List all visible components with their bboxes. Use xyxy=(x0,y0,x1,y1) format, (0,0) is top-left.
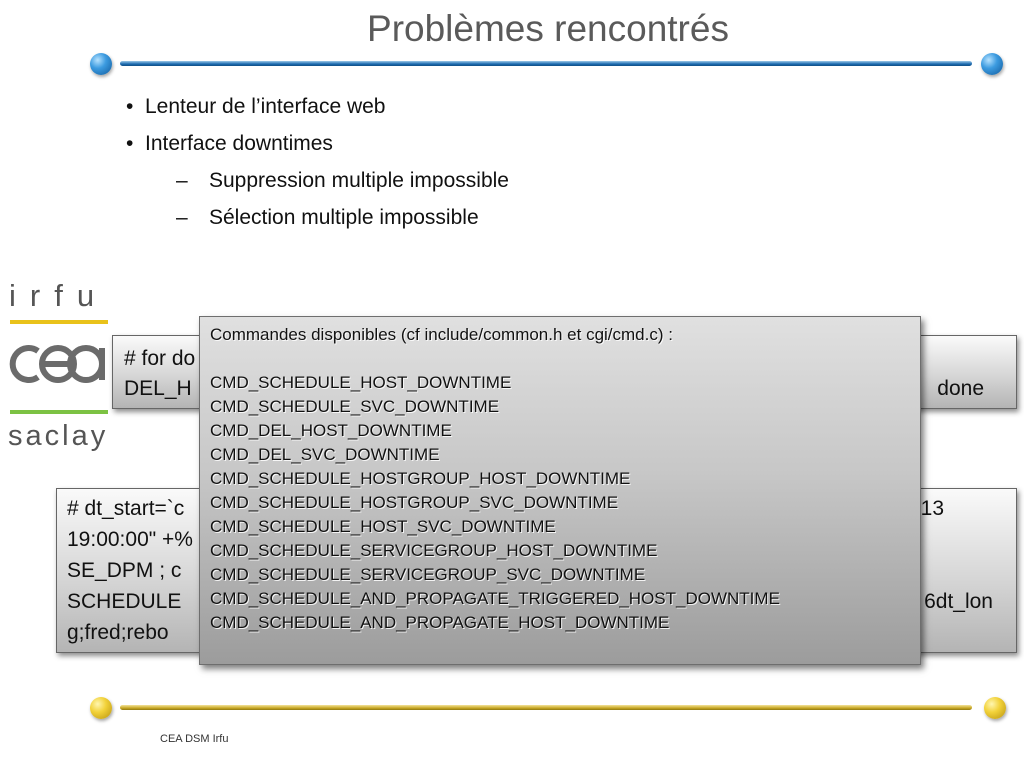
code-line-end: 6dt_lon xyxy=(924,590,993,613)
bottom-right-yellow-dot-icon xyxy=(984,697,1006,719)
code-line-end: done xyxy=(937,377,984,400)
bottom-left-yellow-dot-icon xyxy=(90,697,112,719)
command-item: CMD_SCHEDULE_AND_PROPAGATE_TRIGGERED_HOST_DOWNTIME xyxy=(210,589,780,608)
command-item: CMD_SCHEDULE_SERVICEGROUP_HOST_DOWNTIME xyxy=(210,541,658,560)
code-line: SE_DPM ; c xyxy=(67,559,182,582)
bullet-list xyxy=(124,88,509,236)
top-divider xyxy=(120,61,972,66)
code-line-end: 13 xyxy=(920,497,944,520)
logo-saclay-text: saclay xyxy=(8,420,109,452)
command-item: CMD_SCHEDULE_HOST_DOWNTIME xyxy=(210,373,512,392)
command-item: CMD_SCHEDULE_HOSTGROUP_HOST_DOWNTIME xyxy=(210,469,631,488)
code-line: 19:00:00" +% xyxy=(67,528,193,551)
sub-bullet-item: – Suppression multiple impossible xyxy=(124,162,509,199)
available-commands-popup xyxy=(199,316,921,665)
code-line: # dt_start=`c xyxy=(67,497,185,520)
irfu-cea-saclay-logo xyxy=(6,278,110,458)
command-item: CMD_SCHEDULE_SERVICEGROUP_SVC_DOWNTIME xyxy=(210,565,646,584)
bottom-divider xyxy=(120,705,972,710)
code-line: SCHEDULE xyxy=(67,590,182,613)
logo-irfu-text: irfu xyxy=(9,278,109,313)
sub-bullet-item: – Sélection multiple impossible xyxy=(124,199,509,236)
command-item: CMD_SCHEDULE_HOST_SVC_DOWNTIME xyxy=(210,517,556,536)
cea-logo-icon xyxy=(8,338,108,390)
popup-header: Commandes disponibles (cf include/common.h et cgi/cmd.c) : xyxy=(210,325,673,344)
logo-yellow-bar xyxy=(10,320,108,324)
bullet-item: • Lenteur de l’interface web xyxy=(124,88,509,125)
logo-green-bar xyxy=(10,410,108,414)
code-line: g;fred;rebo xyxy=(67,621,169,644)
command-item: CMD_DEL_SVC_DOWNTIME xyxy=(210,445,440,464)
code-line: DEL_H xyxy=(124,377,192,400)
footer-text: CEA DSM Irfu xyxy=(160,733,229,745)
popup-spacer xyxy=(210,347,920,371)
slide-title: Problèmes rencontrés xyxy=(367,8,729,49)
command-item: CMD_DEL_HOST_DOWNTIME xyxy=(210,421,452,440)
command-item: CMD_SCHEDULE_HOSTGROUP_SVC_DOWNTIME xyxy=(210,493,619,512)
bullet-item: • Interface downtimes xyxy=(124,125,509,162)
code-line: # for do xyxy=(124,347,196,370)
command-item: CMD_SCHEDULE_AND_PROPAGATE_HOST_DOWNTIME xyxy=(210,613,670,632)
top-right-blue-dot-icon xyxy=(981,53,1003,75)
command-item: CMD_SCHEDULE_SVC_DOWNTIME xyxy=(210,397,500,416)
top-left-blue-dot-icon xyxy=(90,53,112,75)
